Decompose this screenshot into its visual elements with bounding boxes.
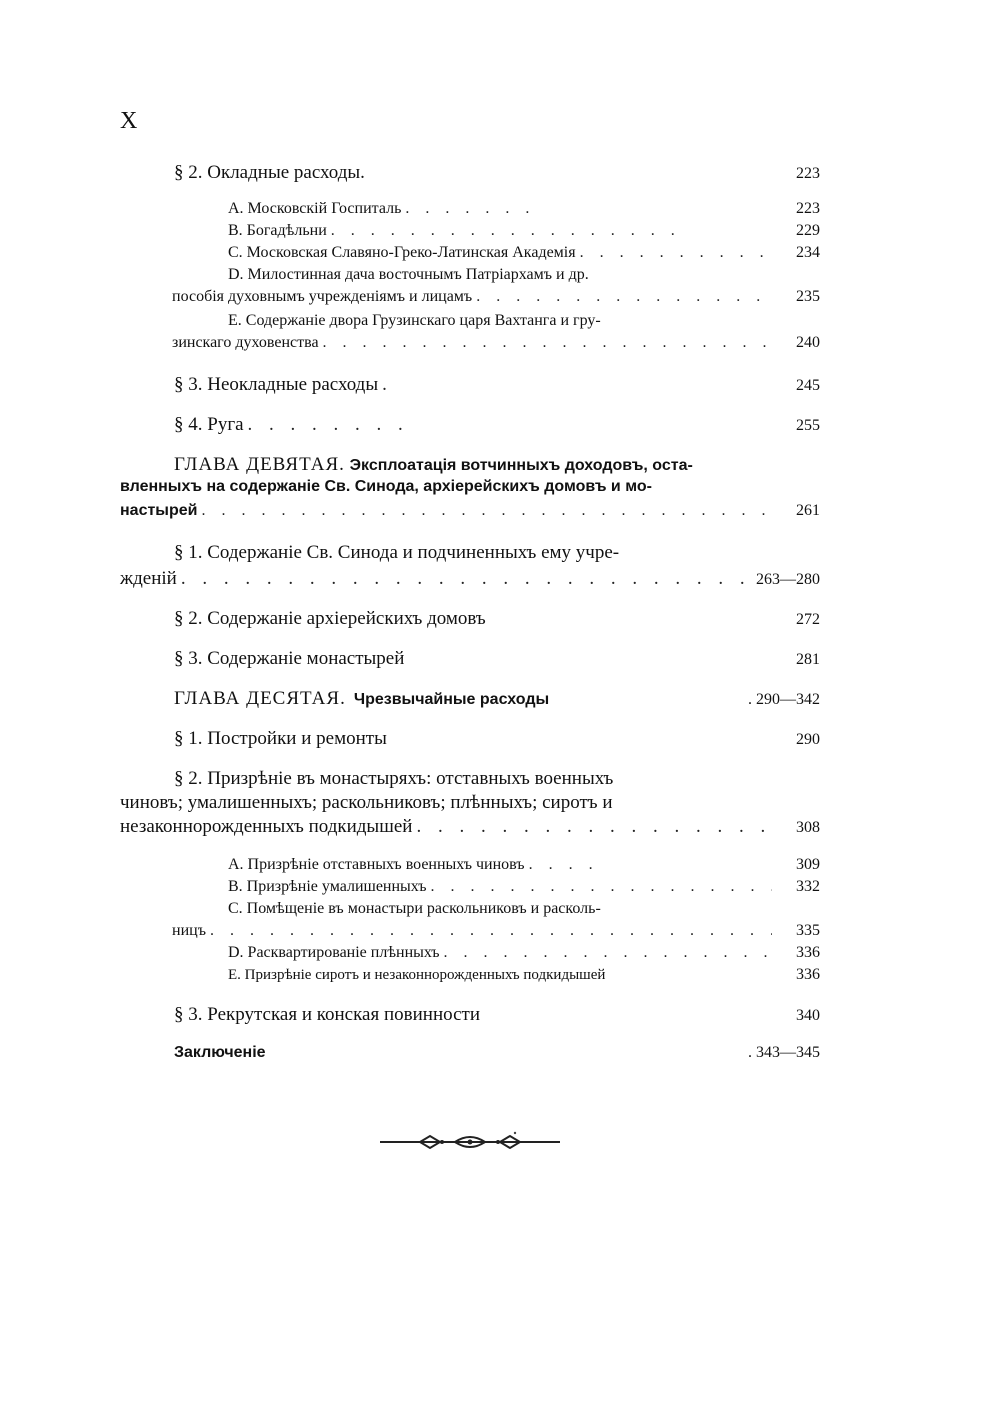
toc-chapter9-line2: вленныхъ на содержаніе Св. Синода, архіерейскихъ домовъ и мо- xyxy=(120,478,652,495)
toc-entry-ch9-s2[interactable] xyxy=(120,608,820,634)
toc-entry-ch9-s3[interactable] xyxy=(120,648,820,674)
toc-ch9-s1-line1: § 1. Содержаніе Св. Синода и подчиненныхъ ему учре- xyxy=(174,542,620,563)
toc-title: § 4. Руга xyxy=(174,414,244,435)
toc-page: 263—280 xyxy=(756,571,820,588)
toc-page: 308 xyxy=(796,819,820,836)
toc-entry-ch10-sub-b[interactable] xyxy=(120,878,820,900)
toc-title: § 3. Рекрутская и конская повинности xyxy=(174,1004,480,1025)
toc-page: . 343—345 xyxy=(748,1044,820,1061)
toc-entry-s2-okladnye[interactable] xyxy=(120,162,820,184)
leader-dots xyxy=(197,502,772,520)
toc-title: В. Богадѣльни xyxy=(228,222,327,239)
toc-page: 290 xyxy=(796,731,820,748)
toc-page: . 290—342 xyxy=(748,691,820,708)
leader-dots xyxy=(412,816,772,838)
toc-title: настырей xyxy=(120,502,198,519)
toc-entry-ch10-s1[interactable] xyxy=(120,728,820,754)
toc-entry-sub-d-line1: D. Милостинная дача восточнымъ Патріархамъ и др. xyxy=(228,266,589,283)
toc-ch10-s2-line1: § 2. Призрѣніе въ монастыряхъ: отставныхъ военныхъ xyxy=(174,768,614,789)
toc-page: 229 xyxy=(796,222,820,239)
toc-entry-sub-e[interactable] xyxy=(120,334,820,358)
toc-title: § 2. Окладные расходы. xyxy=(174,162,365,183)
toc-page: 340 xyxy=(796,1007,820,1024)
toc-page: 223 xyxy=(796,165,820,182)
toc-title: А. Призрѣніе отставныхъ военныхъ чиновъ xyxy=(228,856,525,873)
toc-page: 309 xyxy=(796,856,820,873)
toc-entry-chapter10[interactable] xyxy=(120,688,820,714)
toc-entry-sub-d[interactable] xyxy=(120,288,820,312)
table-of-contents xyxy=(120,160,820,1070)
toc-page: 261 xyxy=(796,502,820,519)
toc-title: § 3. Содержаніе монастырей xyxy=(174,648,405,669)
toc-title: незаконнорожденныхъ подкидышей xyxy=(120,816,413,837)
toc-title: жденій xyxy=(120,568,177,589)
toc-title: ницъ xyxy=(172,922,206,939)
toc-page: 335 xyxy=(796,922,820,939)
leader-dots xyxy=(327,222,675,240)
toc-entry-sub-b[interactable] xyxy=(120,222,820,244)
toc-entry-ch10-sub-e[interactable] xyxy=(120,966,820,990)
toc-entry-sub-a[interactable] xyxy=(120,200,820,222)
toc-title: D. Расквартированіе плѣнныхъ xyxy=(228,944,440,961)
leader-dots xyxy=(426,878,772,896)
decorative-ornament-icon xyxy=(380,1130,560,1154)
leader-dots xyxy=(440,944,772,962)
toc-page: 223 xyxy=(796,200,820,217)
toc-page: 235 xyxy=(796,288,820,305)
leader-dots xyxy=(244,414,412,436)
toc-entry-sub-c[interactable] xyxy=(120,244,820,266)
chapter9-title-part1: Эксплоатація вотчинныхъ доходовъ, оста- xyxy=(349,457,693,474)
toc-title: Заключеніе xyxy=(174,1044,266,1061)
toc-title: Е. Призрѣніе сиротъ и незаконнорожденныхъ подкидышей xyxy=(228,967,606,983)
toc-ch10-sub-c-line1: С. Помѣщеніе въ монастыри раскольниковъ и расколь- xyxy=(228,900,601,917)
toc-entry-chapter9[interactable] xyxy=(120,502,820,526)
toc-title: пособія духовнымъ учрежденіямъ и лицамъ xyxy=(172,288,473,305)
toc-entry-sub-e-line1: Е. Содержаніе двора Грузинскаго царя Вахтанга и гру- xyxy=(228,312,601,329)
page-number: X xyxy=(120,108,139,134)
toc-title: § 1. Постройки и ремонты xyxy=(174,728,387,749)
toc-entry-ch10-sub-c[interactable] xyxy=(120,922,820,944)
toc-page: 336 xyxy=(796,966,820,983)
toc-title: § 3. Неокладные расходы xyxy=(174,374,379,395)
toc-entry-ch10-s2[interactable] xyxy=(120,816,820,842)
leader-dots xyxy=(206,922,772,940)
toc-entry-ch10-sub-d[interactable] xyxy=(120,944,820,966)
toc-entry-ch9-s1[interactable] xyxy=(120,568,820,592)
toc-page: 234 xyxy=(796,244,820,261)
leader-dots xyxy=(576,244,772,262)
leader-dots xyxy=(319,334,772,352)
leader-dots xyxy=(401,200,539,218)
toc-page: 336 xyxy=(796,944,820,961)
toc-title: А. Московскій Госпиталь xyxy=(228,200,402,217)
toc-title: зинскаго духовенства xyxy=(172,334,319,351)
toc-title: С. Московская Славяно-Греко-Латинская Академія xyxy=(228,244,576,261)
chapter9-label: ГЛАВА ДЕВЯТАЯ. xyxy=(174,454,345,475)
toc-page: 332 xyxy=(796,878,820,895)
leader-dots xyxy=(177,568,756,590)
leader-dots xyxy=(472,288,772,306)
toc-chapter9-line1 xyxy=(120,454,820,478)
toc-entry-s4-ruga[interactable] xyxy=(120,414,820,440)
leader-dots xyxy=(525,856,603,874)
toc-title: В. Призрѣніе умалишенныхъ xyxy=(228,878,427,895)
toc-page: 240 xyxy=(796,334,820,351)
toc-page: 272 xyxy=(796,611,820,628)
toc-page: 255 xyxy=(796,417,820,434)
toc-entry-ch10-s3[interactable] xyxy=(120,1004,820,1030)
toc-title: § 2. Содержаніе архіерейскихъ домовъ xyxy=(174,608,486,629)
toc-page: 245 xyxy=(796,377,820,394)
toc-entry-ch10-sub-a[interactable] xyxy=(120,856,820,878)
toc-entry-s3-neokladnye[interactable] xyxy=(120,374,820,400)
chapter10-label: ГЛАВА ДЕСЯТАЯ. xyxy=(174,688,346,709)
leader-dots xyxy=(378,374,402,396)
toc-page: 281 xyxy=(796,651,820,668)
chapter10-title: Чрезвычайные расходы xyxy=(353,691,550,708)
toc-entry-conclusion[interactable] xyxy=(120,1044,820,1070)
toc-ch10-s2-line2: чиновъ; умалишенныхъ; раскольниковъ; плѣнныхъ; сиротъ и xyxy=(120,792,613,813)
